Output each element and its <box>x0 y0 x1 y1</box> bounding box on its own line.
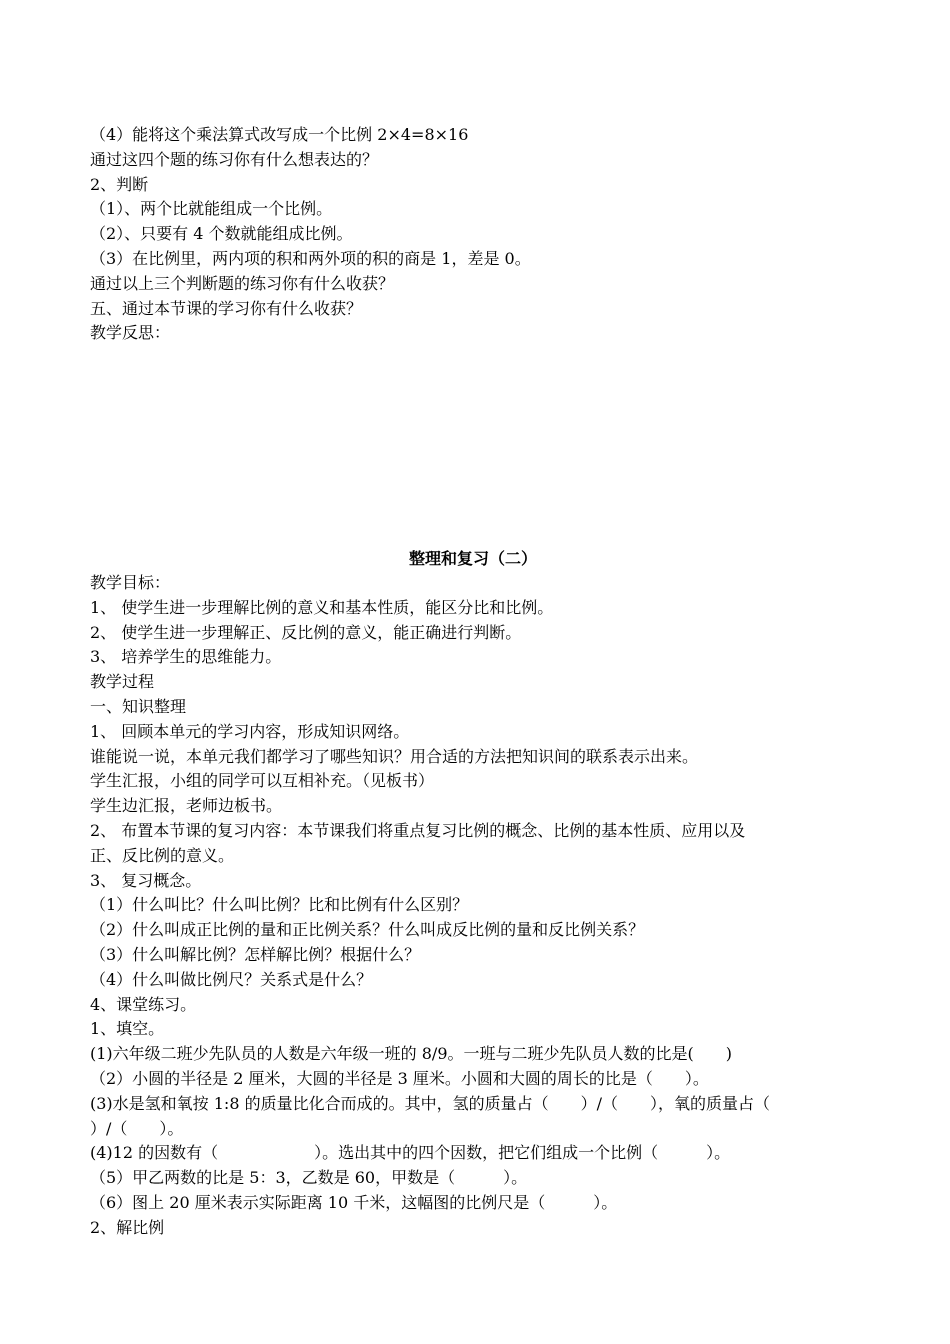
lesson-title-text: 整理和复习（二） <box>408 549 537 568</box>
text-line: 五、通过本节课的学习你有什么收获？ <box>90 298 363 318</box>
text-line: 正、反比例的意义。 <box>90 845 235 865</box>
text-line: （5）甲乙两数的比是 5：3，乙数是 60，甲数是（ ）。 <box>90 1168 528 1188</box>
text-line: （2）小圆的半径是 2 厘米，大圆的半径是 3 厘米。小圆和大圆的周长的比是（ ）。 <box>90 1068 709 1088</box>
text-line: （2）、只要有 4 个数就能组成比例。 <box>90 224 353 244</box>
text-line: 3、 复习概念。 <box>90 870 202 890</box>
text-line: 教学过程 <box>90 672 155 692</box>
review-lesson-section <box>90 571 870 1241</box>
text-line: 教学反思： <box>90 323 171 343</box>
text-line: 2、解比例 <box>90 1217 165 1237</box>
text-line: 2、 使学生进一步理解正、反比例的意义，能正确进行判断。 <box>90 622 522 642</box>
text-line: 2、 布置本节课的复习内容：本节课我们将重点复习比例的概念、比例的基本性质、应用以及 <box>90 820 746 840</box>
text-line: 1、填空。 <box>90 1019 165 1039</box>
text-line: 2、判断 <box>90 174 149 194</box>
text-line: （1）、两个比就能组成一个比例。 <box>90 199 333 219</box>
text-line: 4、课堂练习。 <box>90 994 197 1014</box>
text-line: 谁能说一说，本单元我们都学习了哪些知识？用合适的方法把知识间的联系表示出来。 <box>90 746 699 766</box>
text-line: 一、知识整理 <box>90 696 187 716</box>
text-line: （1）什么叫比？什么叫比例？比和比例有什么区别？ <box>90 895 469 915</box>
text-line: （4）能将这个乘法算式改写成一个比例 2×4=8×16 <box>90 125 469 144</box>
text-line: 教学目标： <box>90 573 171 592</box>
lesson-title <box>0 547 950 571</box>
text-line: 学生汇报，小组的同学可以互相补充。（见板书） <box>90 771 435 791</box>
previous-lesson-section <box>90 123 870 346</box>
text-line: 通过这四个题的练习你有什么想表达的？ <box>90 149 379 169</box>
text-line: ）/（ ）。 <box>90 1118 184 1138</box>
text-line: 学生边汇报，老师边板书。 <box>90 796 283 816</box>
text-line: (1)六年级二班少先队员的人数是六年级一班的 8/9。一班与二班少先队员人数的比是( ) <box>90 1044 732 1064</box>
text-line: 1、 使学生进一步理解比例的意义和基本性质，能区分比和比例。 <box>90 597 554 617</box>
text-line: （2）什么叫成正比例的量和正比例关系？什么叫成反比例的量和反比例关系？ <box>90 920 645 940</box>
text-line: 3、 培养学生的思维能力。 <box>90 647 282 667</box>
text-line: （4）什么叫做比例尺？关系式是什么？ <box>90 969 373 989</box>
text-line: （3）什么叫解比例？怎样解比例？根据什么？ <box>90 944 421 964</box>
text-line: (4)12 的因数有（ ）。选出其中的四个因数，把它们组成一个比例（ ）。 <box>90 1143 731 1163</box>
text-line: （3）在比例里，两内项的积和两外项的积的商是 1，差是 0。 <box>90 248 531 268</box>
text-line: （6）图上 20 厘米表示实际距离 10 千米，这幅图的比例尺是（ ）。 <box>90 1192 618 1212</box>
text-line: 1、 回顾本单元的学习内容，形成知识网络。 <box>90 721 410 741</box>
text-line: 通过以上三个判断题的练习你有什么收获？ <box>90 273 395 293</box>
text-line: (3)水是氢和氧按 1:8 的质量比化合而成的。其中，氢的质量占（ ）/（ ），氧的质量占（ <box>90 1093 770 1113</box>
